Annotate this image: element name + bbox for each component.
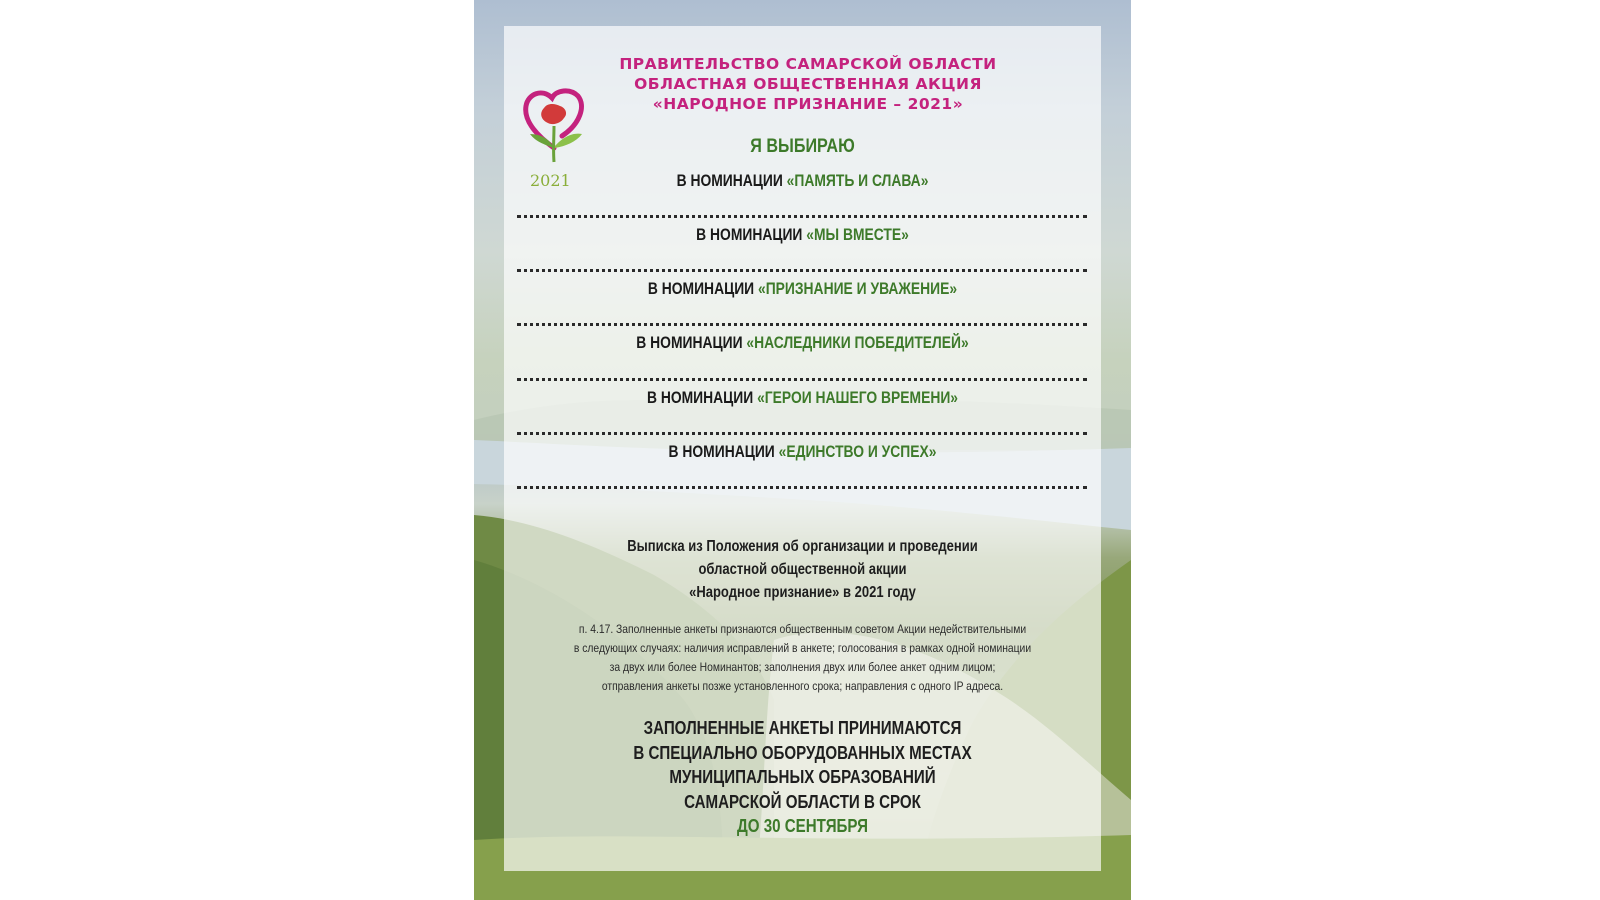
regulation-extract-title: [552, 535, 1053, 604]
nomination-prefix: В НОМИНАЦИИ: [668, 443, 775, 461]
rules-line: п. 4.17. Заполненные анкеты признаются общественным советом Акции недействительными: [578, 622, 1027, 636]
header-line: ОБЛАСТНАЯ ОБЩЕСТВЕННАЯ АКЦИЯ: [634, 75, 982, 93]
nomination-prefix: В НОМИНАЦИИ: [636, 334, 743, 352]
notice-line: МУНИЦИПАЛЬНЫХ ОБРАЗОВАНИЙ: [669, 767, 936, 787]
extract-line: областной общественной акции: [698, 561, 907, 578]
content-panel: [504, 26, 1101, 871]
nomination-name: «ГЕРОИ НАШЕГО ВРЕМЕНИ»: [757, 389, 959, 407]
submission-notice: [552, 716, 1053, 839]
write-in-line[interactable]: [517, 378, 1087, 381]
nomination-prefix: В НОМИНАЦИИ: [646, 389, 754, 407]
rules-line: за двух или более Номинантов; заполнения двух или более анкет одним лицом;: [609, 660, 996, 674]
nomination-name: «ЕДИНСТВО И УСПЕХ»: [778, 443, 937, 461]
nomination-name: «МЫ ВМЕСТЕ»: [806, 226, 909, 244]
notice-line: САМАРСКОЙ ОБЛАСТИ В СРОК: [684, 791, 921, 812]
notice-line: В СПЕЦИАЛЬНО ОБОРУДОВАННЫХ МЕСТАХ: [633, 742, 972, 763]
extract-line: Выписка из Положения об организации и проведении: [627, 538, 978, 555]
nomination-row: [552, 389, 1053, 408]
header-line: «НАРОДНОЕ ПРИЗНАНИЕ – 2021»: [652, 95, 964, 113]
write-in-line[interactable]: [517, 432, 1087, 435]
nomination-prefix: В НОМИНАЦИИ: [696, 226, 803, 244]
nomination-name: «НАСЛЕДНИКИ ПОБЕДИТЕЛЕЙ»: [746, 334, 969, 352]
write-in-line[interactable]: [517, 323, 1087, 326]
notice-line: ЗАПОЛНЕННЫЕ АНКЕТЫ ПРИНИМАЮТСЯ: [643, 718, 962, 738]
nomination-row: [552, 226, 1053, 245]
poster: [474, 0, 1131, 900]
nomination-row: [552, 334, 1053, 353]
logo-year: 2021: [530, 171, 571, 190]
nomination-row: [552, 443, 1053, 462]
nomination-name: «ПАМЯТЬ И СЛАВА»: [786, 172, 929, 190]
deadline: ДО 30 СЕНТЯБРЯ: [736, 816, 869, 836]
header-line: ПРАВИТЕЛЬСТВО САМАРСКОЙ ОБЛАСТИ: [619, 55, 997, 73]
write-in-line[interactable]: [517, 215, 1087, 218]
nomination-row: [552, 172, 1053, 191]
rules-text: [546, 620, 1059, 696]
ballot-heading: Я ВЫБИРАЮ: [750, 136, 855, 157]
rules-line: в следующих случаях: наличия исправлений в анкете; голосования в рамках одной номинации: [573, 641, 1032, 655]
write-in-line[interactable]: [517, 486, 1087, 489]
rules-line: отправления анкеты позже установленного срока; направления с одного IP адреса.: [601, 679, 1004, 693]
nomination-name: «ПРИЗНАНИЕ И УВАЖЕНИЕ»: [757, 280, 958, 298]
nomination-prefix: В НОМИНАЦИИ: [647, 280, 755, 298]
nomination-prefix: В НОМИНАЦИИ: [676, 172, 783, 190]
write-in-line[interactable]: [517, 269, 1087, 272]
extract-line: «Народное признание» в 2021 году: [689, 584, 916, 601]
nomination-row: [552, 280, 1053, 299]
poster-header: [568, 54, 1048, 114]
